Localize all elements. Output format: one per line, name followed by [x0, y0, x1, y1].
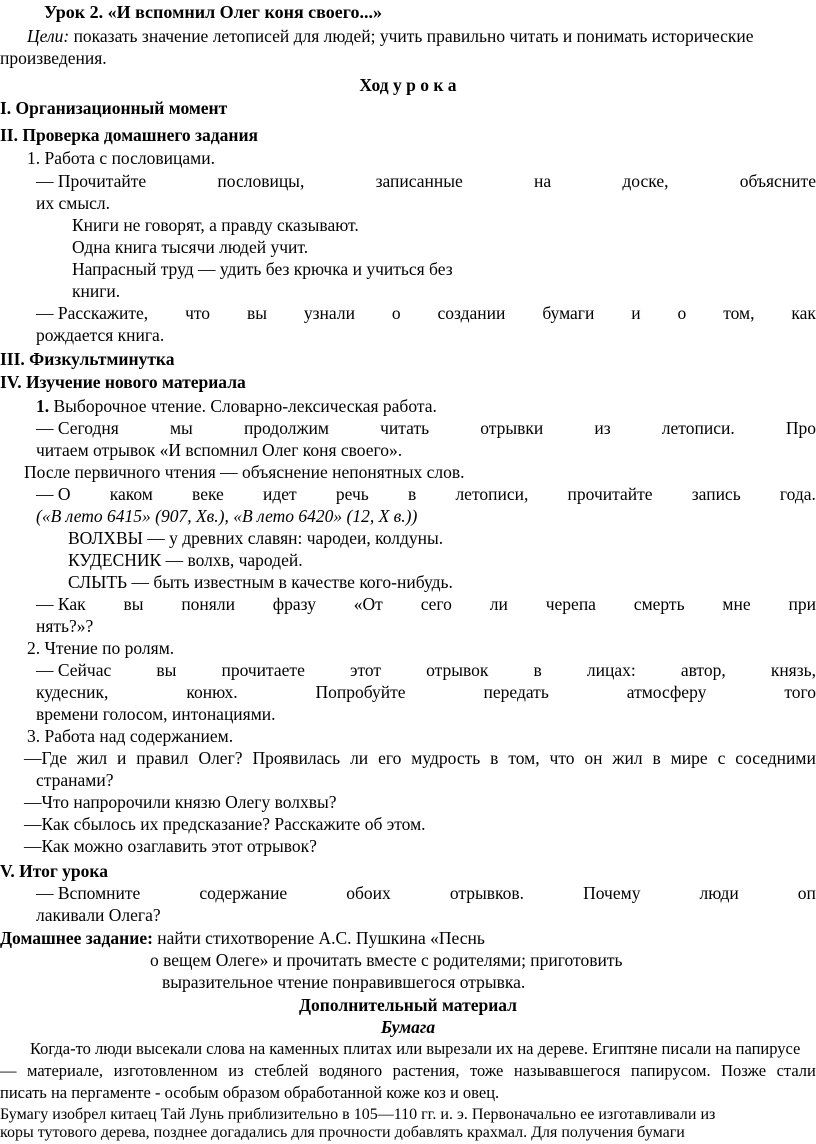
s4-question-1-line-2: читаем отрывок «И вспомнил Олег коня своего».	[36, 440, 403, 460]
word: летописи,	[455, 484, 529, 504]
word: пословицы,	[217, 171, 305, 191]
homework-line-3: выразительное чтение понравившегося отрывка.	[162, 972, 526, 992]
s4-question-5-line-2: странами?	[36, 770, 114, 790]
word: о	[391, 303, 401, 323]
extra-paragraph-1-line-1: Когда-то люди высекали слова на каменных плитах или вырезали их на дереве. Египтяне писали на папирусе	[30, 1039, 801, 1058]
section-4-heading: IV. Изучение нового материала	[0, 372, 246, 392]
word: — Сейчас	[36, 660, 112, 680]
word: атмосферу	[626, 682, 707, 702]
s4-question-4-line-3: времени голосом, интонациями.	[36, 704, 276, 724]
word: о	[677, 303, 687, 323]
s4-question-4-line-2	[36, 681, 816, 703]
word: сего	[420, 594, 452, 614]
word: что	[549, 748, 575, 768]
word: Олег?	[198, 748, 243, 768]
word: продолжим	[243, 418, 329, 438]
s4-question-1-line-1	[36, 417, 816, 439]
extra-paragraph-1-line-2	[0, 1060, 816, 1082]
word: в	[407, 484, 417, 504]
word: доске,	[622, 171, 669, 191]
word: князь,	[770, 660, 816, 680]
word: в	[490, 748, 499, 768]
word: ли	[489, 594, 508, 614]
s4-question-5-line-1	[24, 747, 816, 769]
word: отрывков.	[449, 883, 525, 903]
word: вы	[156, 660, 177, 680]
word: том,	[508, 748, 540, 768]
word: узнали	[303, 303, 355, 323]
s2-question-1-line-2: их смысл.	[36, 193, 110, 213]
word: —	[0, 1061, 17, 1080]
word: мы	[169, 418, 193, 438]
word: — Сегодня	[36, 418, 119, 438]
word: запись	[691, 484, 741, 504]
word: папирусом.	[630, 1061, 711, 1080]
homework-line-1	[0, 927, 485, 949]
word: стеблей	[254, 1061, 309, 1080]
word: люди	[699, 883, 739, 903]
s4-item-1	[36, 395, 437, 417]
lesson-heading: Ход у р о к а	[359, 75, 457, 95]
word: его	[378, 748, 402, 768]
s5-question-1-line-1	[36, 882, 816, 904]
extra-paragraph-1-line-3: писать на пергаменте - особым образом обработанной коже коз и овец.	[0, 1083, 500, 1102]
s4-question-2-line-2: («В лето 6415» (907, Хв.), «В лето 6420» (12, X в.))	[36, 506, 418, 526]
lesson-goal-line-1	[27, 25, 754, 47]
word: прочитайте	[567, 484, 653, 504]
word: жил	[612, 748, 643, 768]
section-5-heading: V. Итог урока	[0, 861, 108, 881]
s4-question-7: —Как сбылось их предсказание? Расскажите об этом.	[24, 814, 426, 834]
word: лицах:	[586, 660, 636, 680]
homework-label: Домашнее задание:	[0, 928, 153, 948]
word: вы	[246, 303, 267, 323]
word: объясните	[739, 171, 816, 191]
proverb-3-line-2: книги.	[72, 281, 121, 301]
word: Проявилась	[252, 748, 341, 768]
word: Попробуйте	[315, 682, 406, 702]
word: автор,	[680, 660, 726, 680]
s4-question-3-line-2: нять?»?	[36, 616, 94, 636]
word: этот	[349, 660, 382, 680]
word: — Вспомните	[36, 883, 141, 903]
goal-text-1: показать значение летописей для людей; учить правильно читать и понимать исторические	[69, 26, 754, 46]
word: изготовленном	[113, 1061, 218, 1080]
word: стали	[776, 1061, 816, 1080]
word: фразу	[272, 594, 316, 614]
word: — Как	[36, 594, 86, 614]
word: жил	[76, 748, 108, 768]
extra-subheading: Бумага	[380, 1017, 436, 1037]
word: — О	[36, 484, 71, 504]
lesson-title: Урок 2. «И вспомнил Олег коня своего...»	[44, 2, 382, 22]
word: обоих	[346, 883, 391, 903]
word: каком	[109, 484, 153, 504]
word: соседними	[735, 748, 816, 768]
word: и	[117, 748, 127, 768]
word: как	[791, 303, 816, 323]
word-definition-1: ВОЛХВЫ — у древних славян: чародеи, колдуны.	[68, 528, 444, 548]
section-3-heading: III. Физкультминутка	[0, 349, 175, 369]
word: поняли	[181, 594, 235, 614]
word: отрывки	[480, 418, 544, 438]
word: летописи.	[661, 418, 735, 438]
word: вы	[123, 594, 144, 614]
word: веке	[192, 484, 224, 504]
word: мне	[722, 594, 751, 614]
proverb-3-line-1: Напрасный труд — удить без крючка и учиться без	[72, 259, 453, 279]
s4-item-3: 3. Работа над содержанием.	[27, 726, 234, 746]
word: записанные	[375, 171, 463, 191]
word: на	[534, 171, 552, 191]
lesson-goal-line-2: произведения.	[0, 48, 107, 68]
word: содержание	[199, 883, 288, 903]
word: отрывок	[426, 660, 489, 680]
word: при	[788, 594, 816, 614]
s4-item-1-text: Выборочное чтение. Словарно-лексическая работа.	[49, 396, 437, 416]
word: тоже	[470, 1061, 504, 1080]
extra-paragraph-2-line-2: коры тутового дерева, позднее догадались для прочности добавлять крахмал. Для получения бумаги	[0, 1124, 685, 1141]
word: он	[584, 748, 603, 768]
s4-question-6: —Что напророчили князю Олегу волхвы?	[24, 792, 337, 812]
word: создании	[437, 303, 506, 323]
word: —Где	[24, 748, 67, 768]
word: том,	[723, 303, 755, 323]
word: читать	[380, 418, 430, 438]
word-definition-3: СЛЫТЬ — быть известным в качестве кого-нибудь.	[68, 572, 453, 592]
word: кудесник,	[36, 682, 109, 702]
word-definition-2: КУДЕСНИК — волхв, чародей.	[68, 550, 303, 570]
word: Про	[785, 418, 816, 438]
word: мудрость	[411, 748, 481, 768]
word: — Прочитайте	[36, 171, 147, 191]
goal-label: Цели:	[27, 26, 70, 46]
word: в	[652, 748, 661, 768]
word: ли	[350, 748, 369, 768]
section-2-heading: II. Проверка домашнего задания	[0, 125, 259, 145]
s5-question-1-line-2: лакивали Олега?	[36, 905, 161, 925]
extra-heading: Дополнительный материал	[298, 995, 517, 1015]
word: из	[594, 418, 611, 438]
extra-paragraph-2-line-1: Бумагу изобрел китаец Тай Лунь приблизительно в 105—110 гг. и. э. Первоначально ее изготавливали из	[0, 1106, 716, 1123]
word: и	[631, 303, 641, 323]
word: растения,	[392, 1061, 460, 1080]
word: прочитаете	[221, 660, 305, 680]
s2-question-1-line-1	[36, 170, 816, 192]
proverb-2: Одна книга тысячи людей учит.	[72, 237, 309, 257]
s2-question-2-line-1	[36, 302, 816, 324]
word: называвшегося	[513, 1061, 621, 1080]
s2-item-1: 1. Работа с пословицами.	[27, 148, 215, 168]
word: материале,	[27, 1061, 104, 1080]
word: черепа	[545, 594, 596, 614]
s4-question-3-line-1	[36, 593, 816, 615]
word: смерть	[633, 594, 685, 614]
word: Позже	[721, 1061, 767, 1080]
word: в	[533, 660, 542, 680]
word: правил	[136, 748, 189, 768]
homework-line-2: о вещем Олеге» и прочитать вместе с родителями; приготовить	[150, 950, 623, 970]
word: что	[185, 303, 211, 323]
s4-question-2-line-1	[36, 483, 816, 505]
homework-text-1: найти стихотворение А.С. Пушкина «Песнь	[152, 928, 485, 948]
s4-after-reading: После первичного чтения — объяснение непонятных слов.	[24, 462, 465, 482]
word: водяного	[318, 1061, 383, 1080]
word: Почему	[583, 883, 641, 903]
word: с	[717, 748, 726, 768]
word: бумаги	[542, 303, 595, 323]
word: из	[228, 1061, 244, 1080]
word: года.	[779, 484, 816, 504]
s4-item-1-number: 1.	[36, 396, 50, 416]
s2-question-2-line-2: рождается книга.	[36, 325, 165, 345]
proverb-1: Книги не говорят, а правду сказывают.	[72, 215, 359, 235]
s4-question-8: —Как можно озаглавить этот отрывок?	[24, 836, 317, 856]
word: «От	[353, 594, 383, 614]
word: оп	[797, 883, 816, 903]
word: речь	[335, 484, 369, 504]
s4-item-2: 2. Чтение по ролям.	[27, 638, 175, 658]
word: мире	[670, 748, 708, 768]
word: — Расскажите,	[36, 303, 149, 323]
word: того	[784, 682, 816, 702]
word: конюх.	[186, 682, 238, 702]
word: идет	[263, 484, 297, 504]
s4-question-4-line-1	[36, 659, 816, 681]
word: передать	[483, 682, 549, 702]
section-1-heading: I. Организационный момент	[0, 98, 228, 118]
